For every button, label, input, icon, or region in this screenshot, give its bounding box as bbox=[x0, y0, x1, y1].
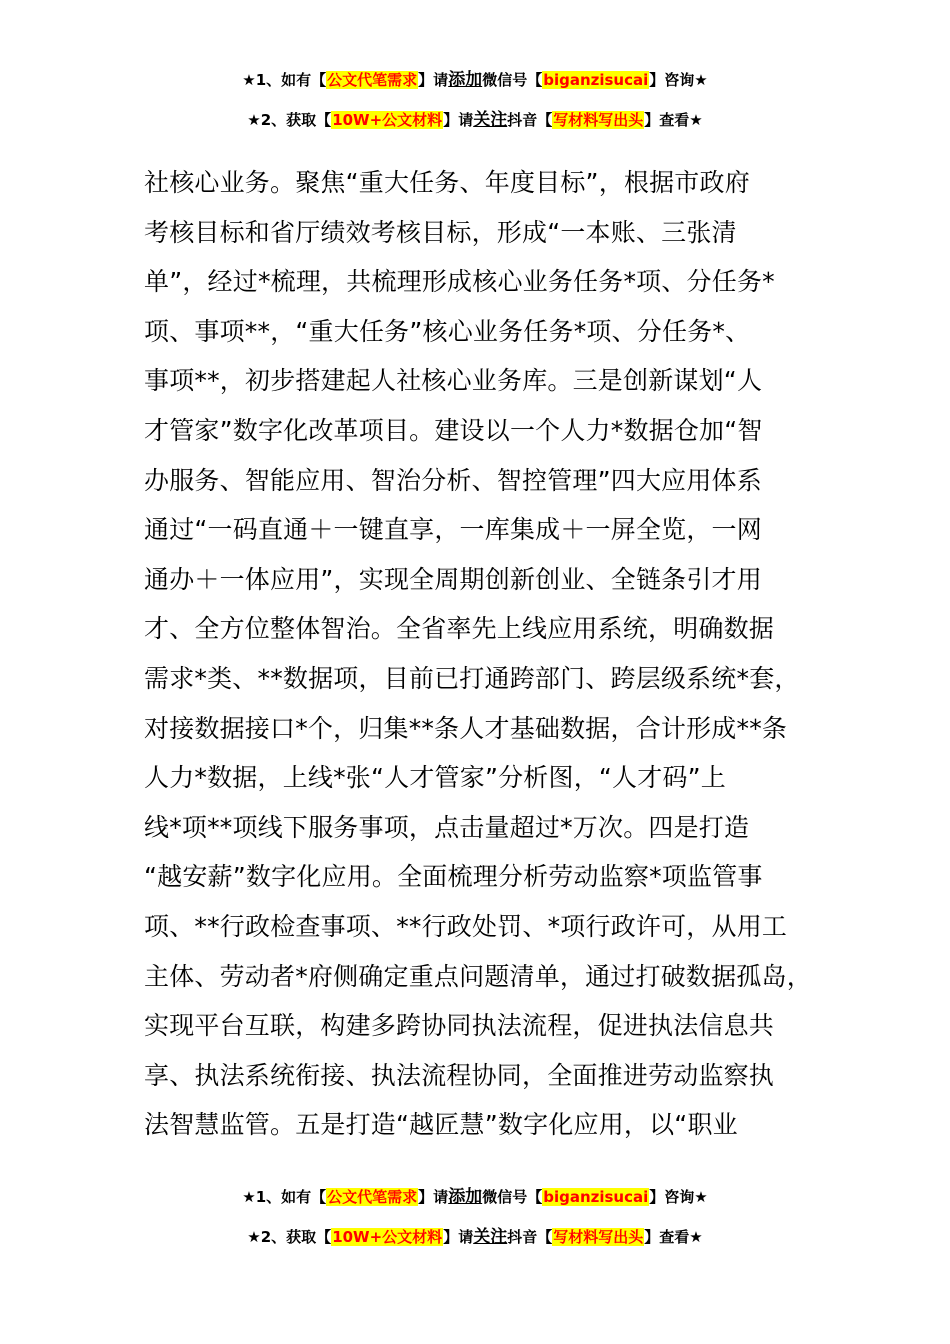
body-line: 享、执法系统衔接、执法流程协同，全面推进劳动监察执 bbox=[144, 1060, 775, 1090]
footer-line-2-text-2: 抖音【 bbox=[507, 1228, 553, 1246]
body-line: 通过“一码直通＋一键直享，一库集成＋一屏全览，一网 bbox=[144, 515, 762, 545]
body-line: 社核心业务。聚焦“重大任务、年度目标”，根据市政府 bbox=[144, 168, 750, 197]
body-line: 单”，经过*梳理，共梳理形成核心业务任务*项、分任务* bbox=[144, 267, 775, 297]
footer-line-1-text: 】请 bbox=[418, 1188, 449, 1206]
footer-highlight-materials: 10W+公文材料 bbox=[332, 1228, 443, 1246]
footer-line-2-suffix: 】查看★ bbox=[644, 1228, 703, 1246]
body-line: 主体、劳动者*府侧确定重点问题清单，通过打破数据孤岛， bbox=[144, 961, 812, 991]
footer-line-1-suffix: 】咨询★ bbox=[649, 1188, 708, 1206]
body-line: 项、**行政检查事项、**行政处罚、*项行政许可，从用工 bbox=[144, 911, 788, 941]
body-line: 项、事项**，“重大任务”核心业务任务*项、分任务*、 bbox=[144, 316, 751, 346]
body-line: 考核目标和省厅绩效考核目标，形成“一本账、三张清 bbox=[144, 217, 737, 247]
header-emphasis-follow: 关注 bbox=[473, 110, 508, 130]
header-banner bbox=[0, 70, 950, 130]
footer-emphasis-follow: 关注 bbox=[473, 1227, 508, 1247]
header-highlight-douyin: 写材料写出头 bbox=[553, 111, 644, 129]
header-line-2-prefix: ★2、获取【 bbox=[247, 111, 332, 129]
body-line: 通办＋一体应用”，实现全周期创新创业、全链条引才用 bbox=[144, 564, 762, 594]
header-line-1-text: 】请 bbox=[418, 71, 449, 89]
body-line: “越安薪”数字化应用。全面梳理分析劳动监察*项监管事 bbox=[144, 862, 763, 892]
header-line-2-suffix: 】查看★ bbox=[644, 111, 703, 129]
footer-highlight-wechat-id: biganzisucai bbox=[543, 1188, 649, 1206]
header-highlight-materials: 10W+公文材料 bbox=[332, 111, 443, 129]
body-line: 人力*数据，上线*张“人才管家”分析图，“人才码”上 bbox=[144, 763, 727, 793]
body-line: 需求*类、**数据项，目前已打通跨部门、跨层级系统*套， bbox=[144, 663, 800, 693]
header-emphasis-add: 添加 bbox=[448, 70, 483, 90]
body-line: 实现平台互联，构建多跨协同执法流程，促进执法信息共 bbox=[144, 1011, 775, 1041]
footer-line-1-prefix: ★1、如有【 bbox=[242, 1188, 327, 1206]
body-line: 才管家”数字化改革项目。建设以一个人力*数据仓加“智 bbox=[144, 415, 763, 445]
footer-line-1 bbox=[0, 1187, 950, 1207]
footer-line-2-prefix: ★2、获取【 bbox=[247, 1228, 332, 1246]
header-line-2-text: 】请 bbox=[443, 111, 474, 129]
footer-emphasis-add: 添加 bbox=[448, 1187, 483, 1207]
header-line-2 bbox=[0, 110, 950, 130]
body-line: 线*项**项线下服务事项，点击量超过*万次。四是打造 bbox=[144, 812, 750, 842]
header-line-2-text-2: 抖音【 bbox=[507, 111, 553, 129]
body-line: 法智慧监管。五是打造“越匠慧”数字化应用，以“职业 bbox=[144, 1110, 738, 1140]
footer-highlight-douyin: 写材料写出头 bbox=[553, 1228, 644, 1246]
footer-line-1-text-2: 微信号【 bbox=[482, 1188, 543, 1206]
footer-line-2 bbox=[0, 1227, 950, 1247]
document-body bbox=[144, 158, 844, 1150]
header-highlight-wechat-id: biganzisucai bbox=[543, 71, 649, 89]
body-line: 对接数据接口*个，归集**条人才基础数据，合计形成**条 bbox=[144, 713, 788, 743]
header-highlight-service: 公文代笔需求 bbox=[327, 71, 418, 89]
body-line: 事项**，初步搭建起人社核心业务库。三是创新谋划“人 bbox=[144, 366, 763, 396]
body-line: 办服务、智能应用、智治分析、智控管理”四大应用体系 bbox=[144, 465, 762, 495]
body-line: 才、全方位整体智治。全省率先上线应用系统，明确数据 bbox=[144, 614, 775, 644]
footer-highlight-service: 公文代笔需求 bbox=[327, 1188, 418, 1206]
header-line-1-suffix: 】咨询★ bbox=[649, 71, 708, 89]
footer-line-2-text: 】请 bbox=[443, 1228, 474, 1246]
header-line-1-prefix: ★1、如有【 bbox=[242, 71, 327, 89]
footer-banner bbox=[0, 1187, 950, 1247]
header-line-1 bbox=[0, 70, 950, 90]
header-line-1-text-2: 微信号【 bbox=[482, 71, 543, 89]
